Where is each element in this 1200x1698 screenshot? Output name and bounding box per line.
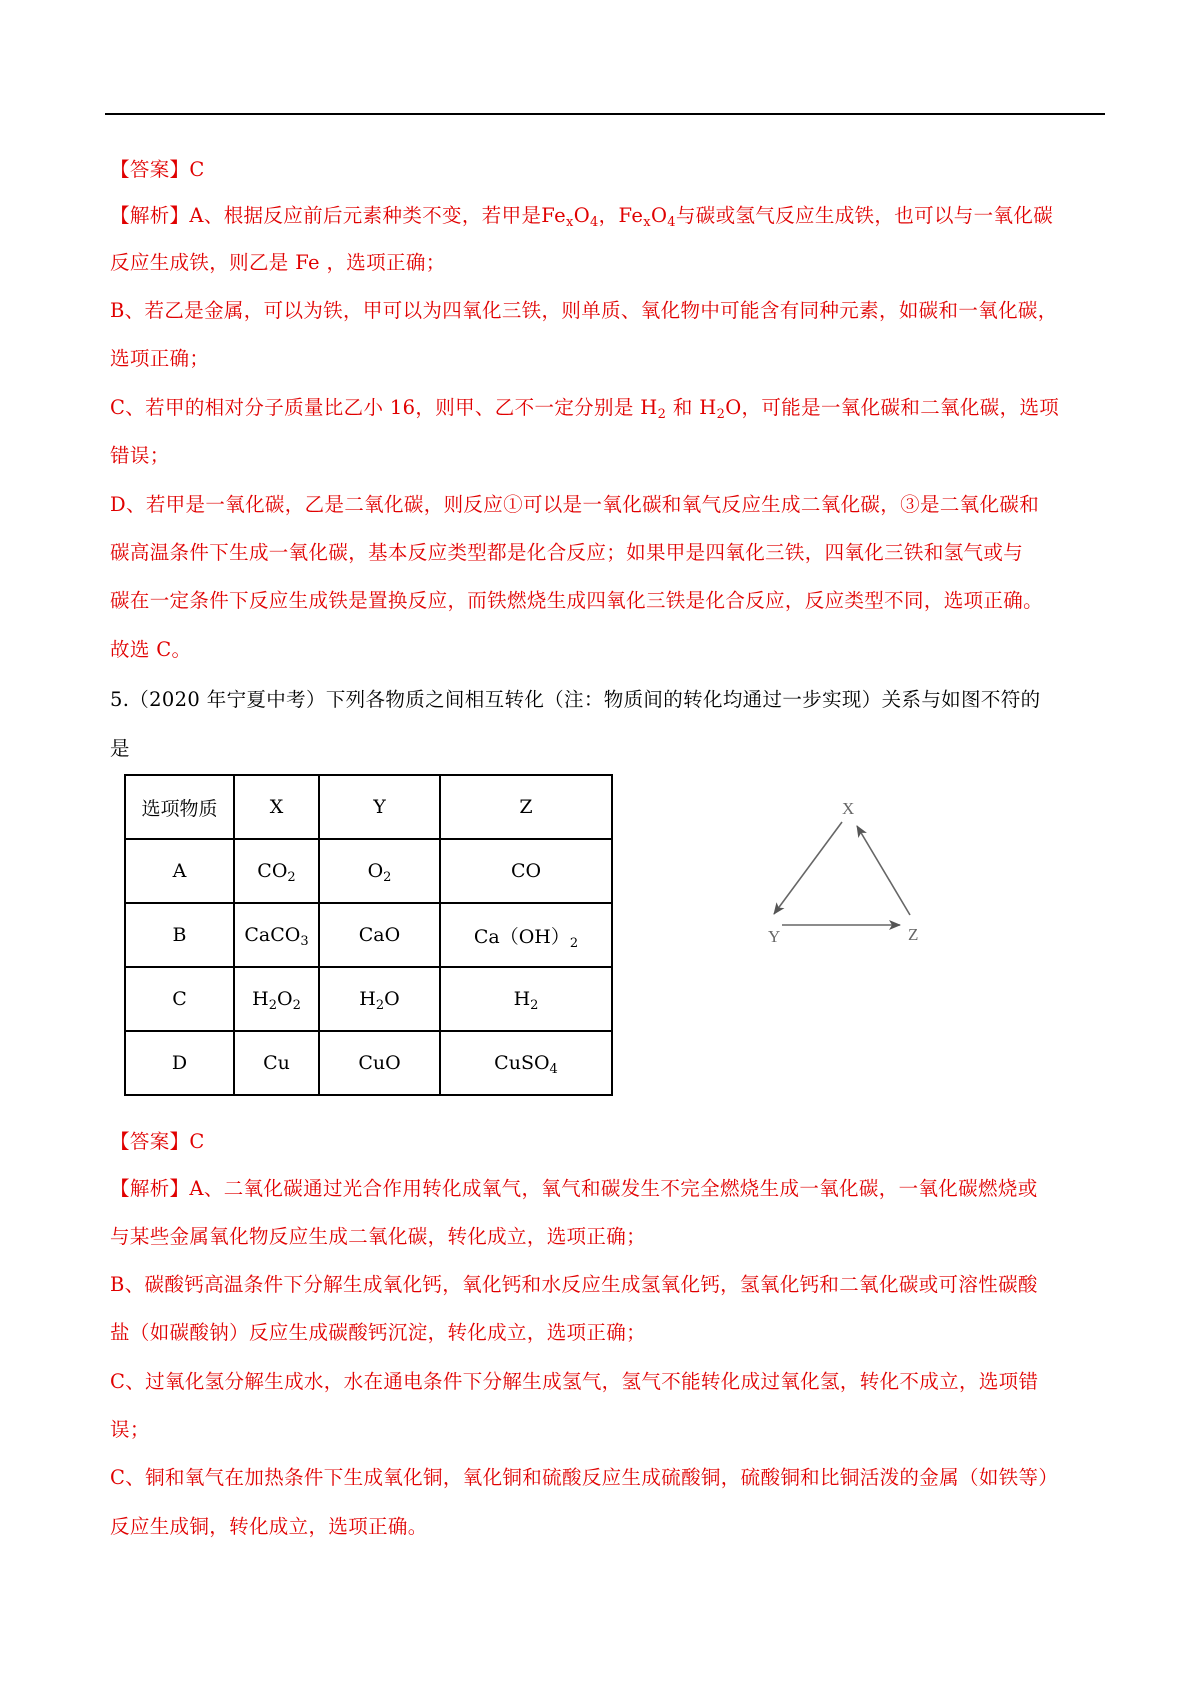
cell-z: CuSO$_4$ [440, 1031, 612, 1095]
cell-z: $H_2$ [440, 967, 612, 1031]
explanation-1-c-line2: 错误； [110, 444, 170, 467]
table-header-row [125, 775, 612, 839]
arrow-x-to-y [774, 822, 842, 914]
answer-2: 【答案】C [110, 1130, 205, 1153]
cell-x: $H_2O_2$ [234, 967, 319, 1031]
explanation-1-a-line2: 反应生成铁，则乙是 Fe ，选项正确； [110, 251, 446, 274]
question-5-line1: 5.（2020 年宁夏中考）下列各物质之间相互转化（注：物质间的转化均通过一步实现）关系与如图不符的 [110, 688, 1041, 711]
explanation-2-a-line2: 与某些金属氧化物反应生成二氧化碳，转化成立，选项正确； [110, 1225, 646, 1248]
table-row [125, 839, 612, 903]
explanation-1-d-line2: 碳高温条件下生成一氧化碳，基本反应类型都是化合反应；如果甲是四氧化三铁，四氧化三铁和氢气或与 [110, 541, 1024, 564]
node-x-label: X [842, 799, 855, 818]
cell-y: $O_2$ [319, 839, 440, 903]
table-row [125, 1031, 612, 1095]
table-row [125, 903, 612, 967]
cell-x: $CO_2$ [234, 839, 319, 903]
conclusion-1: 故选 C。 [110, 638, 192, 661]
cell-x: CaCO$_3$ [234, 903, 319, 967]
table-header-cell: Z [440, 775, 612, 839]
table-header-cell: X [234, 775, 319, 839]
table-row [125, 967, 612, 1031]
explanation-2-b-line2: 盐（如碳酸钠）反应生成碳酸钙沉淀，转化成立，选项正确； [110, 1321, 646, 1344]
explanation-2-a-line1: 【解析】A、二氧化碳通过光合作用转化成氧气，氧气和碳发生不完全燃烧生成一氧化碳，一氧化碳燃烧或 [110, 1177, 1038, 1200]
explanation-2-b-line1: B、碳酸钙高温条件下分解生成氧化钙，氧化钙和水反应生成氢氧化钙，氢氧化钙和二氧化碳或可溶性碳酸 [110, 1273, 1038, 1296]
option-label: A [125, 839, 234, 903]
arrow-z-to-x [857, 826, 910, 915]
explanation-1-b-line1: B、若乙是金属，可以为铁，甲可以为四氧化三铁，则单质、氧化物中可能含有同种元素，如碳和一氧化碳， [110, 299, 1058, 322]
explanation-2-d-line2: 反应生成铜，转化成立，选项正确。 [110, 1515, 428, 1538]
header-rule [105, 113, 1105, 115]
node-y-label: Y [768, 927, 781, 946]
option-label: B [125, 903, 234, 967]
options-table [124, 774, 613, 1096]
table-header-cell: Y [319, 775, 440, 839]
question-5-line2: 是 [110, 737, 130, 760]
option-label: D [125, 1031, 234, 1095]
explanation-1-d-line3: 碳在一定条件下反应生成铁是置换反应，而铁燃烧生成四氧化三铁是化合反应，反应类型不同，选项正确。 [110, 589, 1043, 612]
explanation-1-b-line2: 选项正确； [110, 347, 210, 370]
cell-z: CO [440, 839, 612, 903]
option-label: C [125, 967, 234, 1031]
cell-y: $H_2O$ [319, 967, 440, 1031]
conversion-triangle-diagram [750, 790, 950, 950]
cell-y: CaO [319, 903, 440, 967]
explanation-2-c-line2: 误； [110, 1418, 150, 1441]
explanation-2-d-line1: C、铜和氧气在加热条件下生成氧化铜，氧化铜和硫酸反应生成硫酸铜，硫酸铜和比铜活泼的金属（如铁等） [110, 1466, 1059, 1489]
answer-1: 【答案】C [110, 158, 205, 181]
explanation-2-c-line1: C、过氧化氢分解生成水，水在通电条件下分解生成氢气，氢气不能转化成过氧化氢，转化不成立，选项错 [110, 1370, 1039, 1393]
explanation-1-d-line1: D、若甲是一氧化碳，乙是二氧化碳，则反应①可以是一氧化碳和氧气反应生成二氧化碳，③是二氧化碳和 [110, 493, 1040, 516]
explanation-1-a-line1: 【解析】A、根据反应前后元素种类不变，若甲是$Fe_xO_4$，$Fe_xO_4$与碳或氢气反应生成铁，也可以与一氧化碳 [110, 204, 1054, 230]
cell-x: Cu [234, 1031, 319, 1095]
table-header-cell: 选项物质 [125, 775, 234, 839]
node-z-label: Z [908, 925, 919, 944]
cell-z: $Ca(OH)_2$ [440, 903, 612, 967]
explanation-1-c-line1: C、若甲的相对分子质量比乙小 16，则甲、乙不一定分别是 $H_2$ 和 $H_2O$，可能是一氧化碳和二氧化碳，选项 [110, 396, 1060, 422]
cell-y: CuO [319, 1031, 440, 1095]
